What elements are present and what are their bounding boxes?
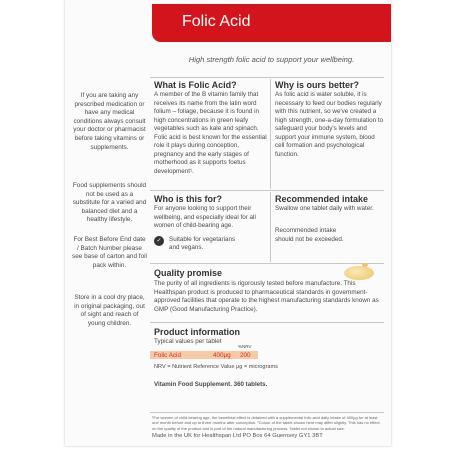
nutrient-amount: 400μg: [213, 352, 231, 359]
divider: [150, 77, 384, 78]
who-body: For anyone looking to support their wellbeing, and especially ideal for all women of child-bearing age.: [154, 205, 256, 229]
tagline: High strength folic acid to support your wellbeing.: [188, 55, 355, 64]
divider: [150, 263, 384, 264]
why-body: As folic acid is water soluble, it is necessary to feed our bodies regularly with this nutrient, so we've created a high strength, one-a-day formulation to safeguard your body's levels and support your immune system, blood cell formation and psychological function.: [275, 91, 384, 158]
product-count: Vitamin Food Supplement. 360 tablets.: [154, 381, 268, 388]
quality-body: The purity of all ingredients is rigorously tested before manufacture. This Healthspan product is produced to pharmaceutical standards in government-approved facilities that operate to the highest manufacturing standards known as GMP (Good Manufacturing Practice).: [154, 280, 379, 313]
checkmark-icon: ✓: [154, 236, 164, 246]
why-heading: Why is ours better?: [275, 80, 360, 90]
what-heading: What is Folic Acid?: [154, 80, 237, 90]
intake-heading: Recommended intake: [275, 194, 369, 204]
title-banner: [152, 4, 391, 42]
manufacturer-address: Made in the UK for Healthspan Ltd PO Box 64 Guernsey GY1 3BT: [152, 433, 323, 439]
divider: [150, 412, 384, 413]
vegetarian-note: Suitable for vegetarians and vegans.: [169, 236, 236, 252]
nrv-note: NRV = Nutrient Reference Value μg = micrograms: [154, 364, 278, 370]
divider: [150, 190, 384, 191]
tablet-image: [362, 263, 368, 267]
sidebar-storage-note: Store in a cool dry place, in original packaging, out of sight and reach of young children.: [74, 294, 145, 327]
nutrient-name: Folic Acid: [154, 352, 181, 359]
quality-heading: Quality promise: [154, 268, 223, 278]
product-subheading: Typical values per tablet: [154, 338, 222, 345]
footnote: ¹For women of child-bearing age, the beneficial effect is obtained with a supplemental folic acid daily intake of 400μg for at least one month before and up to three months after conception. ²Colour of the tablet shown here may differ slightly. This has no effect on the quality of the product and is part of the natural manufacturing process. Tablet not shown to actual size.: [152, 415, 380, 431]
what-body: A member of the B vitamin family that receives its name from the latin word folium – foliage, because it is found in high concentrations in green leafy vegetables such as kale and spinach. Folic acid is best known for the essential role it plays during conception, pregnancy and the early stages of motherhood as it supports foetus development¹.: [154, 91, 267, 175]
divider: [150, 322, 384, 323]
divider: [270, 192, 271, 262]
intake-warning: Recommended intake should not be exceeded.: [275, 227, 344, 243]
sidebar-medication-note: If you are taking any prescribed medication or have any medical conditions always consult your doctor or pharmacist before taking vitamins or supplements.: [73, 92, 146, 151]
intake-body: Swallow one tablet daily with water.: [275, 205, 374, 212]
who-heading: Who is this for?: [154, 194, 222, 204]
sidebar-diet-note: Food supplements should not be used as a substitute for a varied and balanced diet and a healthy lifestyle.: [72, 182, 147, 224]
product-title: Folic Acid: [182, 13, 251, 30]
nrv-column-header: %NRV: [238, 344, 252, 349]
tablet-image: [344, 266, 374, 280]
sidebar-best-before-note: For Best Before End date / Batch Number please see base of carton and foil pack within.: [72, 236, 147, 269]
divider: [270, 79, 271, 189]
product-heading: Product information: [154, 327, 240, 337]
nutrient-nrv: 200: [240, 352, 251, 359]
